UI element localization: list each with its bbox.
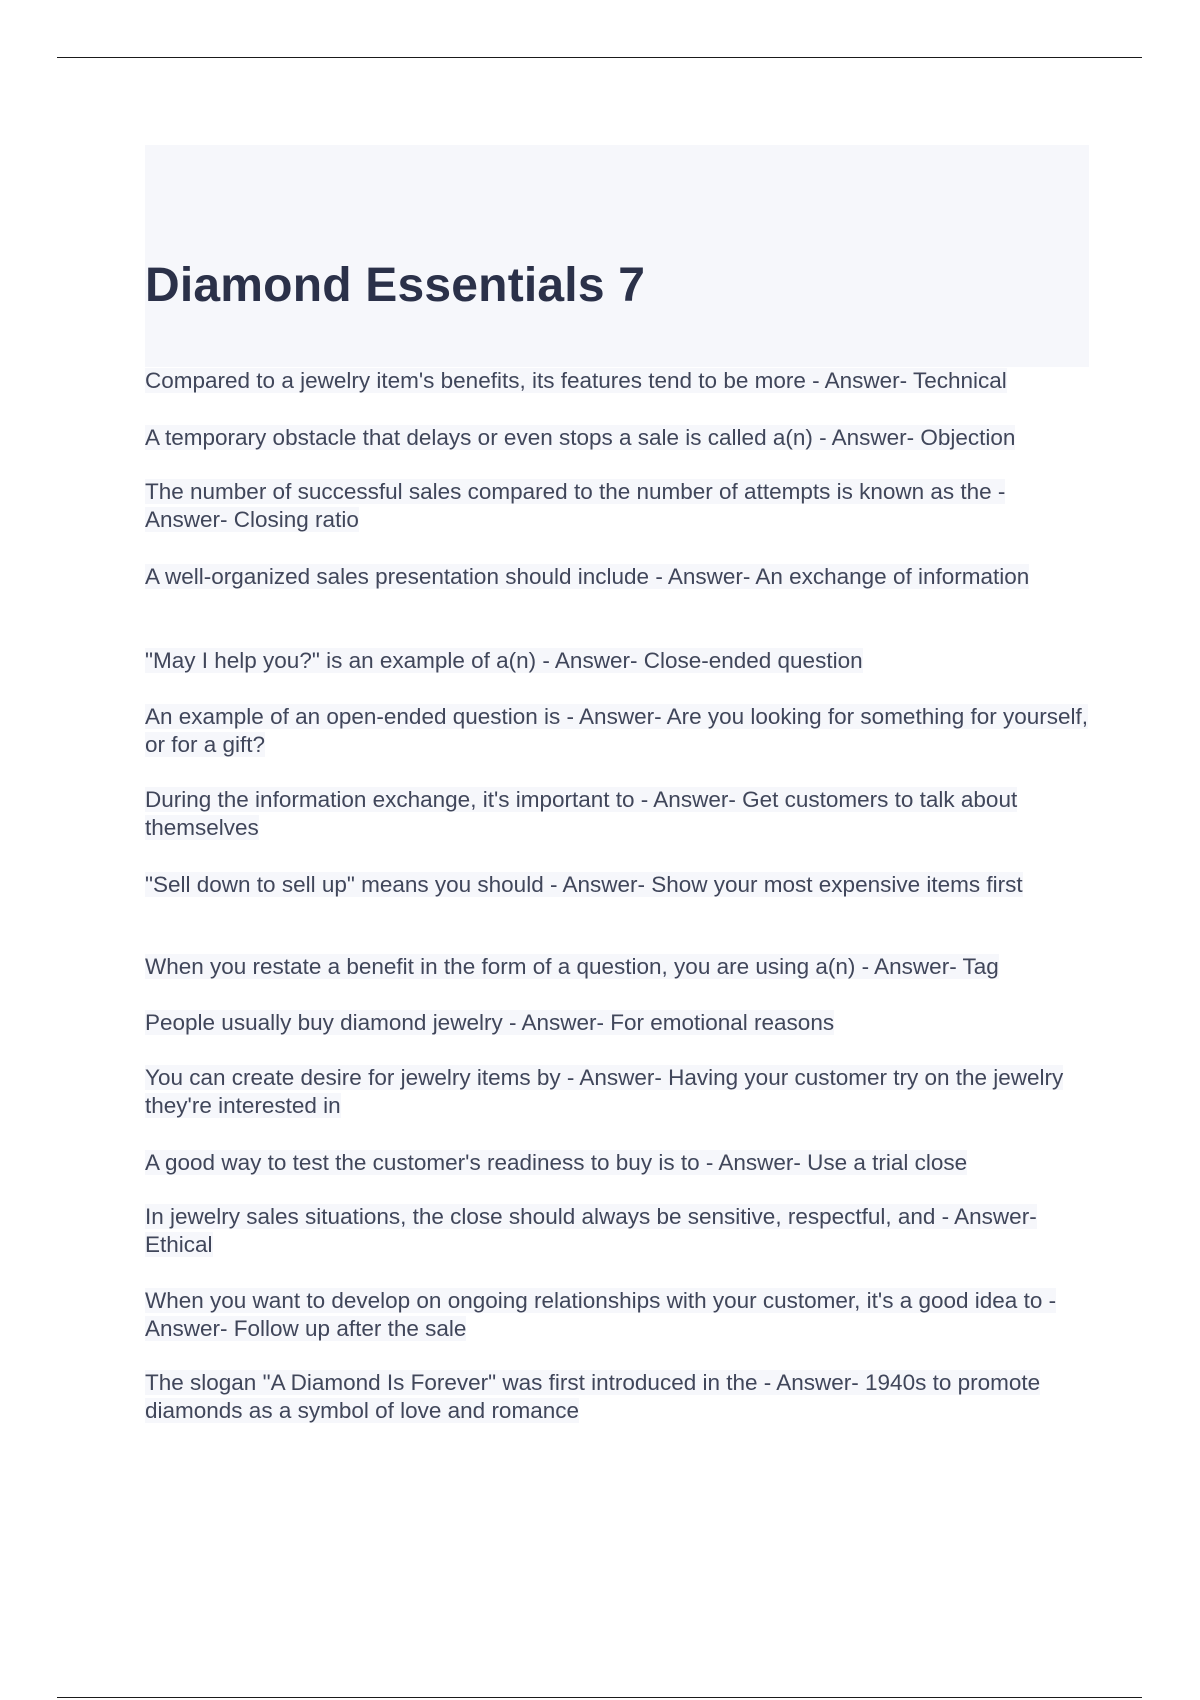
document-title: Diamond Essentials 7 — [145, 259, 646, 312]
qa-item: A well-organized sales presentation should include - Answer- An exchange of information — [145, 564, 1030, 589]
qa-item: When you want to develop on ongoing relationships with your customer, it's a good idea to - Answer- Follow up after the sale — [145, 1288, 1057, 1341]
qa-item: People usually buy diamond jewelry - Answer- For emotional reasons — [145, 1010, 835, 1035]
qa-item: You can create desire for jewelry items by - Answer- Having your customer try on the jewelry they're interested in — [145, 1065, 1064, 1118]
qa-item: When you restate a benefit in the form of a question, you are using a(n) - Answer- Tag — [145, 954, 999, 979]
qa-item: A temporary obstacle that delays or even stops a sale is called a(n) - Answer- Objection — [145, 425, 1016, 450]
top-rule — [57, 57, 1142, 58]
qa-item: The number of successful sales compared to the number of attempts is known as the - Answer- Closing ratio — [145, 479, 1006, 532]
qa-item: "May I help you?" is an example of a(n) - Answer- Close-ended question — [145, 648, 863, 673]
qa-item: The slogan "A Diamond Is Forever" was first introduced in the - Answer- 1940s to promote diamonds as a symbol of love and romance — [145, 1370, 1041, 1423]
qa-item: Compared to a jewelry item's benefits, its features tend to be more - Answer- Technical — [145, 368, 1007, 393]
qa-item: A good way to test the customer's readiness to buy is to - Answer- Use a trial close — [145, 1150, 968, 1175]
bottom-rule — [57, 1697, 1142, 1698]
qa-item: During the information exchange, it's important to - Answer- Get customers to talk about themselves — [145, 787, 1018, 840]
qa-item: In jewelry sales situations, the close should always be sensitive, respectful, and - Answer- Ethical — [145, 1204, 1037, 1257]
qa-item: "Sell down to sell up" means you should - Answer- Show your most expensive items first — [145, 872, 1023, 897]
qa-item: An example of an open-ended question is - Answer- Are you looking for something for yourself, or for a gift? — [145, 704, 1089, 757]
